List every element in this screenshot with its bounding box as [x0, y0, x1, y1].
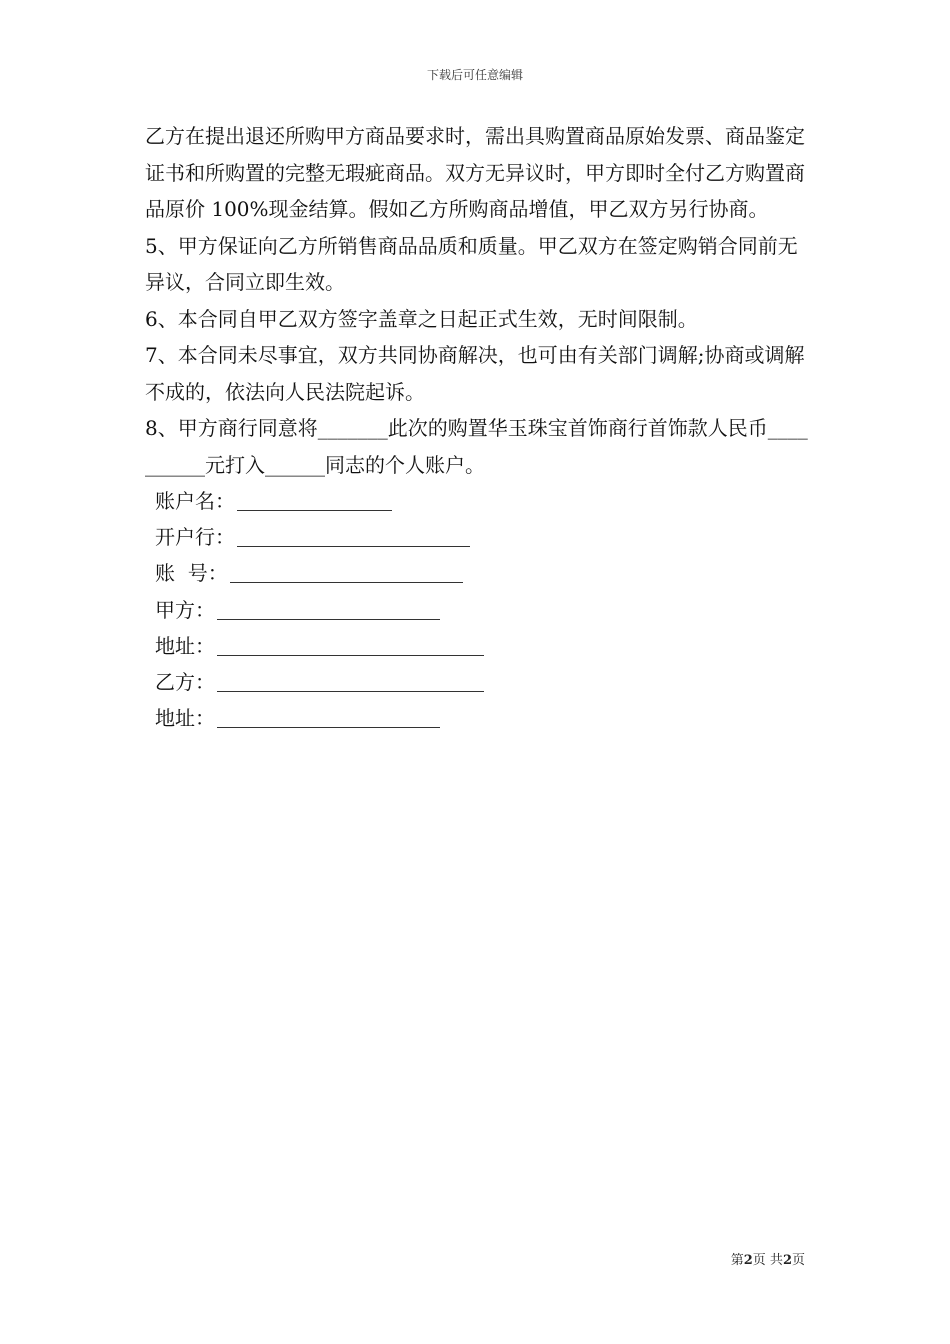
blank-line	[237, 526, 470, 547]
paragraph-clause-5: 5、甲方保证向乙方所销售商品品质和质量。甲乙双方在签定购销合同前无异议，合同立即生效。	[145, 233, 798, 294]
field-party-a	[145, 592, 810, 628]
blank-line	[230, 562, 463, 583]
field-bank	[145, 519, 810, 555]
page-number-middle: 页 共	[752, 1253, 783, 1268]
field-party-a-address	[145, 628, 810, 664]
field-label: 地址：	[155, 706, 215, 731]
page-number-current: 2	[743, 1253, 753, 1268]
field-account-number	[145, 555, 810, 591]
document-body	[145, 118, 810, 736]
field-label: 账 号：	[155, 561, 228, 586]
field-account-name	[145, 483, 810, 519]
page-number-suffix: 页	[791, 1253, 805, 1268]
field-label: 开户行：	[155, 525, 235, 550]
paragraph-clause-6: 6、本合同自甲乙双方签字盖章之日起正式生效，无时间限制。	[145, 306, 698, 331]
field-party-b	[145, 664, 810, 700]
field-label: 地址：	[155, 633, 215, 658]
field-label: 账户名：	[155, 489, 235, 513]
field-label: 甲方：	[155, 597, 215, 622]
field-label: 乙方：	[155, 669, 215, 694]
page-number-total: 2	[782, 1253, 792, 1268]
page-header-note: 下载后可任意编辑	[426, 68, 523, 82]
blank-line	[217, 635, 484, 656]
paragraph-clause-8: 8、甲方商行同意将_______此次的购置华玉珠宝首饰商行首饰款人民币__________元打入______同志的个人账户。	[145, 416, 808, 477]
blank-line	[217, 671, 484, 692]
page-number-prefix: 第	[730, 1253, 744, 1268]
blank-line	[217, 707, 440, 728]
page-number	[731, 1249, 805, 1268]
field-party-b-address	[145, 700, 810, 736]
paragraph-clause-7: 7、本合同未尽事宜，双方共同协商解决，也可由有关部门调解;协商或调解不成的，依法向人民法院起诉。	[145, 343, 805, 404]
paragraph-refund-terms: 乙方在提出退还所购甲方商品要求时，需出具购置商品原始发票、商品鉴定证书和所购置的完整无瑕疵商品。双方无异议时，甲方即时全付乙方购置商品原价 100%现金结算。假如乙方所购商品增值，甲乙双方另行协商。	[145, 124, 805, 221]
blank-line	[217, 599, 440, 620]
blank-line	[237, 490, 392, 511]
